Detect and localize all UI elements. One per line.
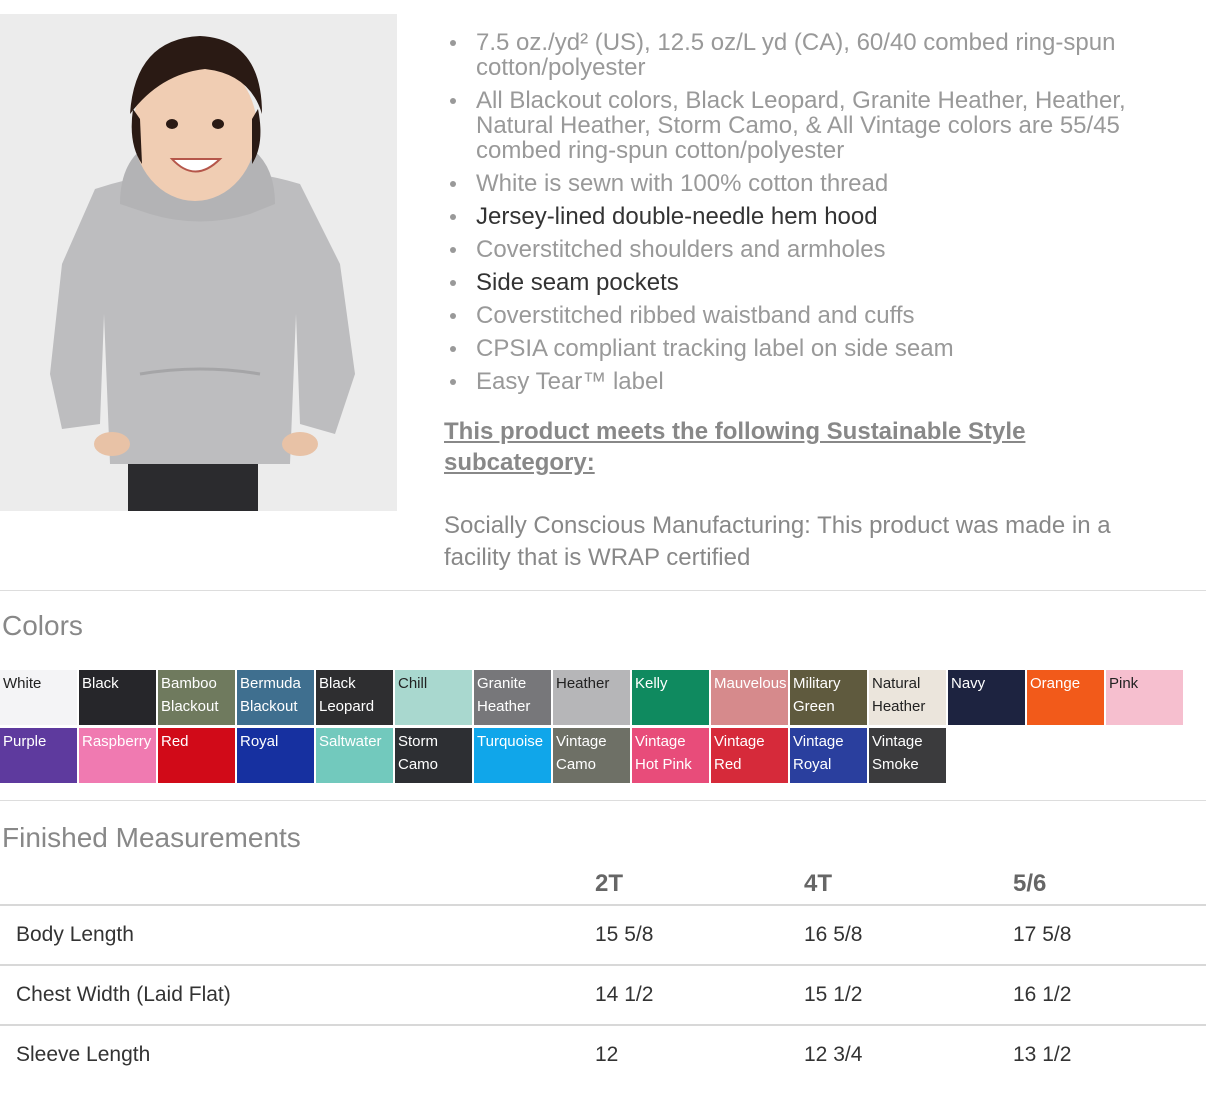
color-swatch[interactable] — [237, 728, 314, 783]
color-swatch[interactable] — [790, 670, 867, 725]
color-swatch-label: Royal — [793, 756, 832, 773]
section-divider — [0, 590, 1206, 591]
color-swatch-label: Bamboo — [161, 675, 217, 692]
color-swatch[interactable] — [869, 670, 946, 725]
color-swatch[interactable] — [869, 728, 946, 783]
color-swatch-label: Vintage — [793, 733, 844, 750]
color-swatch[interactable] — [158, 728, 235, 783]
table-row — [0, 1024, 1206, 1084]
feature-item: Coverstitched shoulders and armholes — [444, 237, 1144, 262]
feature-item: Side seam pockets — [444, 270, 1144, 295]
color-swatch-label: Vintage — [714, 733, 765, 750]
color-swatch[interactable] — [395, 670, 472, 725]
color-swatch[interactable] — [79, 670, 156, 725]
color-swatch-label: Red — [714, 756, 742, 773]
measurement-value: 16 5/8 — [804, 923, 863, 946]
color-swatch-label: Heather — [477, 698, 531, 715]
measurement-label: Chest Width (Laid Flat) — [16, 983, 231, 1006]
color-swatch[interactable] — [0, 728, 77, 783]
color-swatch[interactable] — [711, 728, 788, 783]
measurement-value: 15 1/2 — [804, 983, 863, 1006]
color-swatch[interactable] — [790, 728, 867, 783]
feature-item: All Blackout colors, Black Leopard, Granite Heather, Heather, Natural Heather, Storm Camo, & All Vintage colors are 55/45 combed ring-spun cotton/polyester — [444, 88, 1144, 163]
feature-list — [444, 30, 1144, 402]
color-swatch[interactable] — [948, 670, 1025, 725]
measurement-value: 16 1/2 — [1013, 983, 1072, 1006]
feature-item: Easy Tear™ label — [444, 369, 1144, 394]
color-swatch[interactable] — [711, 670, 788, 725]
measurement-label: Sleeve Length — [16, 1043, 151, 1066]
feature-item: 7.5 oz./yd² (US), 12.5 oz/L yd (CA), 60/40 combed ring-spun cotton/polyester — [444, 30, 1144, 80]
color-swatch[interactable] — [79, 728, 156, 783]
color-swatch[interactable] — [158, 670, 235, 725]
table-row — [0, 904, 1206, 964]
measurements-title: Finished Measurements — [2, 822, 301, 853]
color-swatch-label: Storm — [398, 733, 439, 750]
color-swatch[interactable] — [0, 670, 77, 725]
section-divider — [0, 800, 1206, 801]
color-swatch-label: Blackout — [161, 698, 219, 715]
color-swatch-label: Vintage — [556, 733, 607, 750]
measurements-table — [0, 864, 1206, 1084]
table-row — [0, 964, 1206, 1024]
color-swatch-label: Bermuda — [240, 675, 301, 692]
color-swatch[interactable] — [1027, 670, 1104, 725]
color-swatch-label: Navy — [951, 675, 986, 692]
measurements-header-row — [0, 864, 1206, 904]
color-swatch-label: Kelly — [635, 675, 668, 692]
color-swatch-label: Camo — [556, 756, 597, 773]
product-photo — [0, 14, 397, 511]
color-swatch-label: Natural — [872, 675, 921, 692]
color-swatch[interactable] — [1106, 670, 1183, 725]
product-photo-illustration — [0, 14, 397, 511]
measurement-value: 15 5/8 — [595, 923, 654, 946]
color-swatch-label: Green — [793, 698, 835, 715]
color-swatch-label: Royal — [240, 733, 279, 750]
color-swatch-grid — [0, 670, 1206, 784]
measurement-value: 12 — [595, 1043, 619, 1066]
size-header: 4T — [804, 870, 833, 897]
color-swatch-label: Mauvelous — [714, 675, 787, 692]
color-swatch-label: Blackout — [240, 698, 298, 715]
color-swatch[interactable] — [632, 728, 709, 783]
color-swatch[interactable] — [474, 728, 551, 783]
color-swatch-label: Black — [82, 675, 119, 692]
color-swatch-label: Vintage — [872, 733, 923, 750]
measurement-value: 13 1/2 — [1013, 1043, 1072, 1066]
color-swatch-label: Granite — [477, 675, 527, 692]
color-swatch[interactable] — [395, 728, 472, 783]
colors-title: Colors — [2, 610, 83, 641]
color-swatch-label: Chill — [398, 675, 428, 692]
size-header: 2T — [595, 870, 624, 897]
color-swatch[interactable] — [553, 728, 630, 783]
color-swatch-label: Turquoise — [477, 733, 544, 750]
color-swatch[interactable] — [474, 670, 551, 725]
color-swatch-label: Hot Pink — [635, 756, 692, 773]
measurement-value: 17 5/8 — [1013, 923, 1072, 946]
color-swatch-label: Orange — [1030, 675, 1081, 692]
color-swatch[interactable] — [316, 670, 393, 725]
color-swatch-label: Smoke — [872, 756, 919, 773]
color-swatch[interactable] — [316, 728, 393, 783]
color-swatch-label: Camo — [398, 756, 439, 773]
color-swatch[interactable] — [237, 670, 314, 725]
sustainable-style-description: Socially Conscious Manufacturing: This product was made in a facility that is WRAP certified — [444, 512, 1111, 571]
color-swatch-label: Red — [161, 733, 189, 750]
color-swatch-label: Vintage — [635, 733, 686, 750]
size-header: 5/6 — [1013, 870, 1047, 897]
color-swatch-label: Heather — [872, 698, 926, 715]
color-swatch-label: Military — [793, 675, 841, 692]
color-swatch-label: Purple — [3, 733, 47, 750]
color-swatch-label: Saltwater — [319, 733, 382, 750]
color-swatch-label: Heather — [556, 675, 610, 692]
measurement-label: Body Length — [16, 923, 134, 946]
color-swatch[interactable] — [632, 670, 709, 725]
feature-item: Coverstitched ribbed waistband and cuffs — [444, 303, 1144, 328]
color-swatch-label: White — [3, 675, 42, 692]
color-swatch-label: Leopard — [319, 698, 375, 715]
color-swatch-label: Pink — [1109, 675, 1139, 692]
feature-item: Jersey-lined double-needle hem hood — [444, 204, 1144, 229]
sustainable-style-heading[interactable]: This product meets the following Sustainable Style subcategory: — [444, 418, 1026, 476]
feature-item: CPSIA compliant tracking label on side seam — [444, 336, 1144, 361]
color-swatch-label: Black — [319, 675, 356, 692]
color-swatch-label: Raspberry — [82, 733, 152, 750]
measurement-value: 14 1/2 — [595, 983, 654, 1006]
color-swatch[interactable] — [553, 670, 630, 725]
feature-item: White is sewn with 100% cotton thread — [444, 171, 1144, 196]
measurement-value: 12 3/4 — [804, 1043, 863, 1066]
